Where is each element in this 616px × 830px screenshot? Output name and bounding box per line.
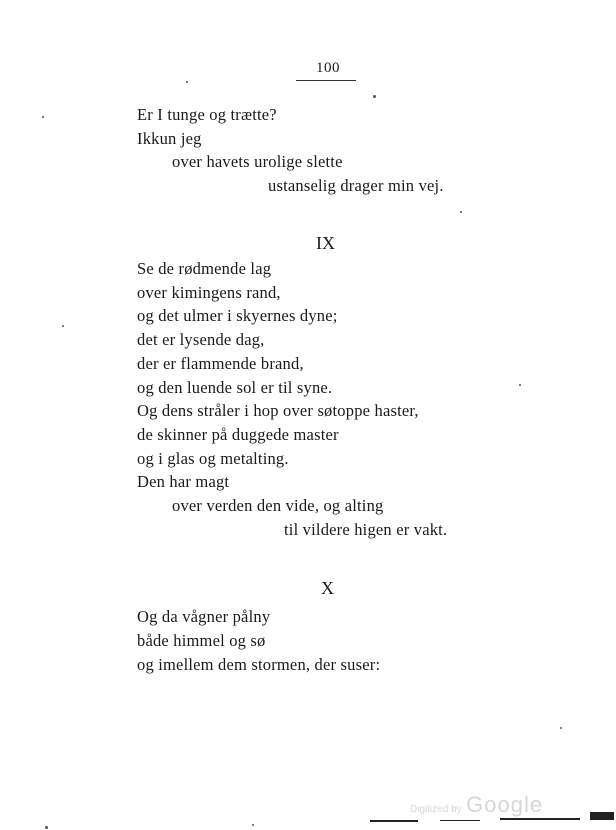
poem-line: både himmel og sø — [137, 631, 266, 650]
scan-speck — [560, 727, 562, 729]
watermark-brand: Google — [466, 792, 544, 817]
poem-line: de skinner på duggede master — [137, 425, 339, 444]
poem-line: Ikkun jeg — [137, 129, 202, 148]
scan-speck — [252, 824, 254, 826]
digitized-watermark — [410, 792, 543, 818]
scan-mark — [440, 820, 480, 821]
scan-speck — [519, 384, 521, 386]
scan-speck — [45, 826, 48, 829]
poem-line: ustanselig drager min vej. — [268, 176, 444, 195]
page-number-rule — [296, 80, 356, 81]
poem-line: og i glas og metalting. — [137, 449, 289, 468]
watermark-prefix: Digitized by — [410, 804, 462, 815]
poem-line: der er flammende brand, — [137, 354, 304, 373]
poem-line: til vildere higen er vakt. — [284, 520, 448, 539]
scan-speck — [62, 325, 64, 327]
scan-mark — [500, 818, 580, 820]
poem-line: det er lysende dag, — [137, 330, 265, 349]
poem-line: Og dens stråler i hop over søtoppe haster, — [137, 401, 419, 420]
poem-line: Og da vågner pålny — [137, 607, 271, 626]
scan-speck — [460, 211, 462, 213]
scan-speck — [42, 116, 44, 118]
scan-mark — [590, 812, 614, 820]
section-heading: X — [321, 578, 334, 598]
poem-line: Se de rødmende lag — [137, 259, 272, 278]
poem-line: og det ulmer i skyernes dyne; — [137, 306, 338, 325]
poem-line: og den luende sol er til syne. — [137, 378, 333, 397]
poem-line: Er I tunge og trætte? — [137, 105, 277, 124]
poem-line: over verden den vide, og alting — [172, 496, 384, 515]
section-heading: IX — [316, 233, 335, 253]
poem-line: over havets urolige slette — [172, 152, 343, 171]
scan-mark — [370, 820, 418, 822]
poem-line: Den har magt — [137, 472, 230, 491]
scan-speck — [373, 95, 376, 98]
page-number: 100 — [316, 60, 340, 76]
scan-speck — [186, 81, 188, 83]
poem-line: og imellem dem stormen, der suser: — [137, 655, 381, 674]
poem-line: over kimingens rand, — [137, 283, 281, 302]
